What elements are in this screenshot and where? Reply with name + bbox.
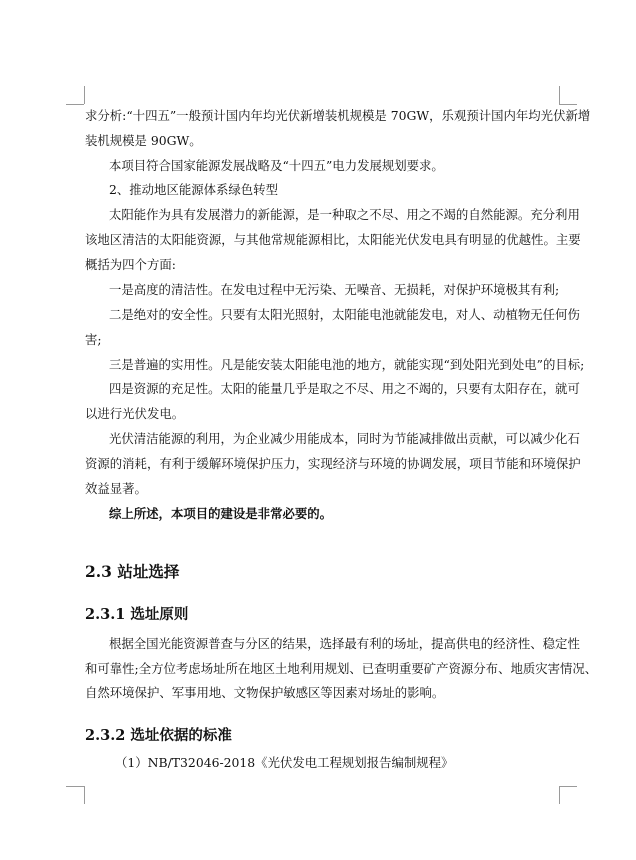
text-line: 根据全国光能资源普查与分区的结果，选择最有利的场址，提高供电的经济性、稳定性	[109, 636, 580, 651]
text-line: 求分析:“十四五”一般预计国内年均光伏新增装机规模是 70GW，乐观预计国内年均光伏新增	[85, 108, 591, 123]
crop-mark	[559, 104, 577, 105]
text-line: 自然环境保护、军事用地、文物保护敏感区等因素对场址的影响。	[85, 685, 445, 700]
text-line: 效益显著。	[85, 481, 147, 496]
crop-mark	[84, 786, 85, 804]
text-line: 害;	[85, 332, 102, 347]
text-line: 概括为四个方面:	[85, 257, 176, 272]
text-line: 该地区清洁的太阳能资源，与其他常规能源相比，太阳能光伏发电具有明显的优越性。主要	[85, 232, 581, 247]
text-line: 和可靠性;全方位考虑场址所在地区土地利用规划、已查明重要矿产资源分布、地质灾害情况、	[85, 661, 598, 676]
text-line: 资源的消耗，有利于缓解环境保护压力，实现经济与环境的协调发展，项目节能和环境保护	[85, 456, 581, 471]
text-line: 本项目符合国家能源发展战略及“十四五”电力发展规划要求。	[109, 158, 444, 173]
crop-mark	[559, 786, 577, 787]
section-heading-2-3: 2.3 站址选择	[85, 562, 180, 581]
text-line: 太阳能作为具有发展潜力的新能源，是一种取之不尽、用之不竭的自然能源。充分利用	[109, 207, 580, 222]
crop-mark	[559, 786, 560, 804]
text-line: 装机规模是 90GW。	[85, 133, 202, 148]
crop-mark	[559, 86, 560, 104]
text-line: 一是高度的清洁性。在发电过程中无污染、无噪音、无损耗，对保护环境极其有利;	[109, 282, 560, 297]
text-line: 2、推动地区能源体系绿色转型	[109, 182, 278, 197]
text-line: 以进行光伏发电。	[85, 406, 185, 421]
section-heading-2-3-1: 2.3.1 选址原则	[85, 606, 189, 623]
crop-mark	[66, 786, 84, 787]
text-line: 二是绝对的安全性。只要有太阳光照射，太阳能电池就能发电，对人、动植物无任何伤	[109, 307, 580, 322]
text-line: 光伏清洁能源的利用，为企业减少用能成本，同时为节能减排做出贡献，可以减少化石	[109, 431, 580, 446]
conclusion-line: 综上所述，本项目的建设是非常必要的。	[109, 506, 333, 521]
standard-list-item: （1）NB/T32046-2018《光伏发电工程规划报告编制规程》	[115, 755, 454, 770]
text-line: 三是普遍的实用性。凡是能安装太阳能电池的地方，就能实现“到处阳光到处电”的目标;	[109, 357, 585, 372]
text-line: 四是资源的充足性。太阳的能量几乎是取之不尽、用之不竭的，只要有太阳存在，就可	[109, 381, 580, 396]
section-heading-2-3-2: 2.3.2 选址依据的标准	[85, 727, 232, 744]
crop-mark	[84, 86, 85, 104]
crop-mark	[66, 104, 84, 105]
